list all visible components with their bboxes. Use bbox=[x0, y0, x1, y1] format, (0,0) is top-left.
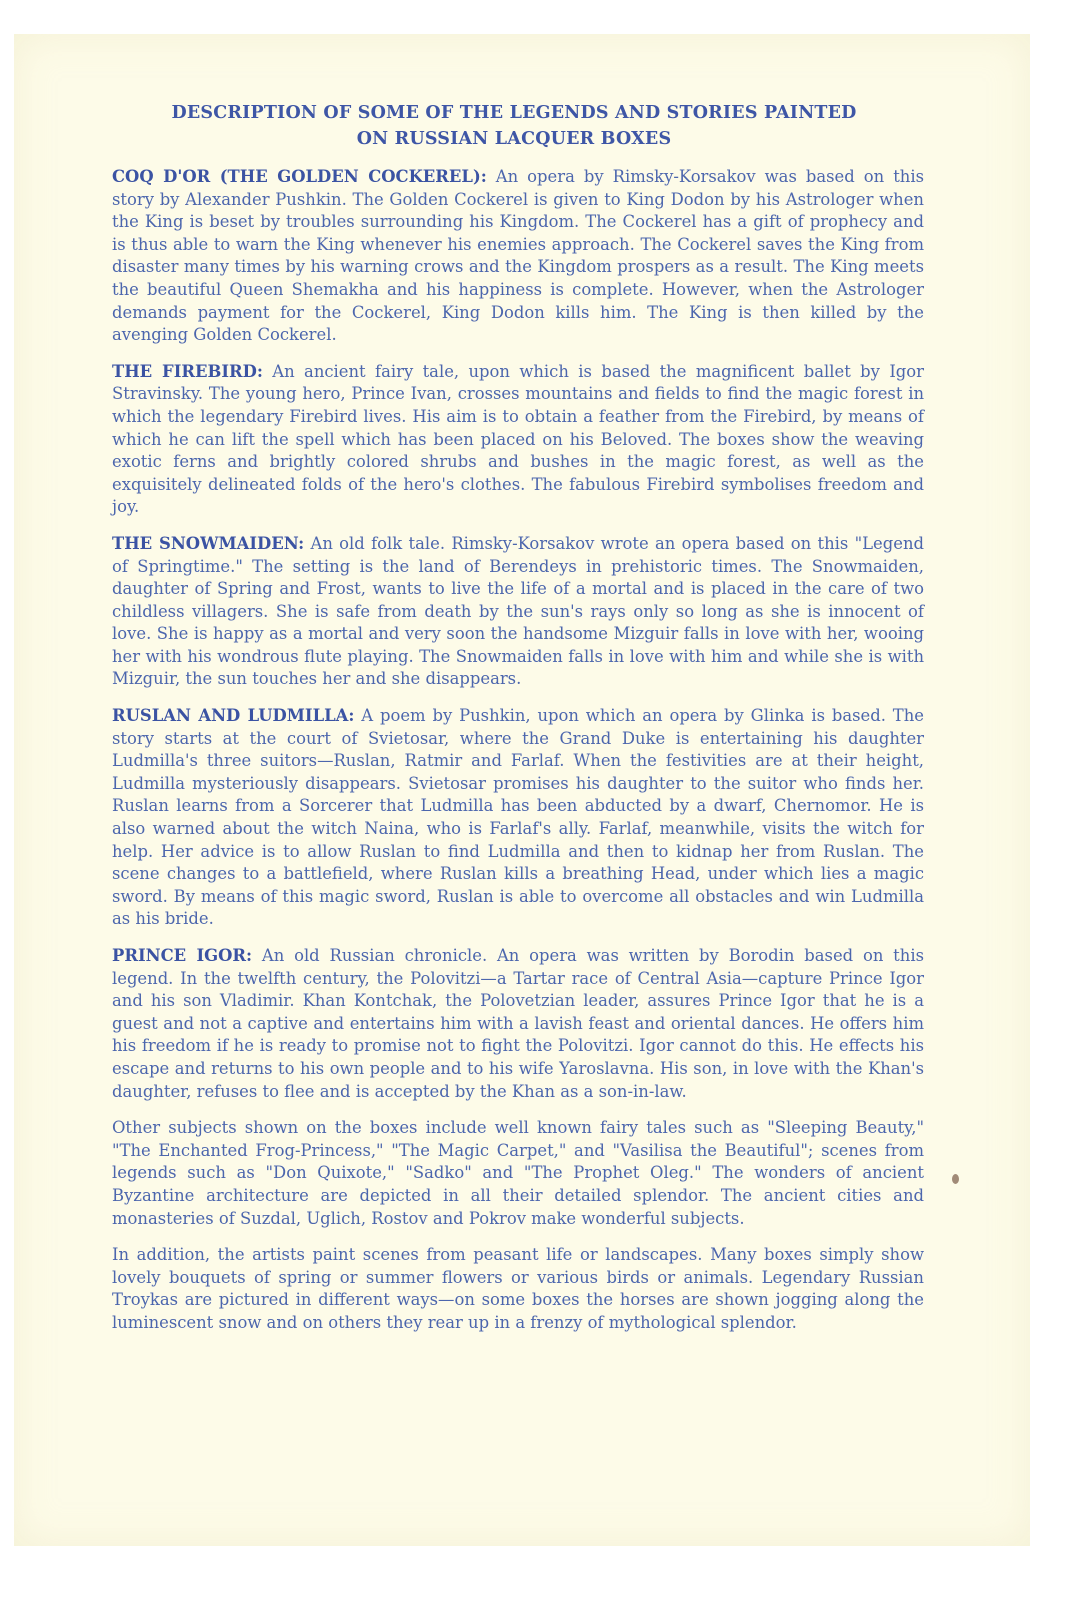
paragraph-snowmaiden bbox=[112, 533, 924, 691]
paragraph-in-addition bbox=[112, 1244, 924, 1334]
paragraph-heading: THE FIREBIRD: bbox=[112, 361, 263, 381]
paper-sheet bbox=[14, 34, 1030, 1546]
paragraph-heading: THE SNOWMAIDEN: bbox=[112, 533, 305, 553]
paragraph-other-subjects bbox=[112, 1117, 924, 1230]
paragraph-text: An old folk tale. Rimsky-Korsakov wrote an opera based on this "Legend of Springtime." The setting is the land of Berendeys in prehistoric times. The Snowmaiden, daughter of Spring and Frost, wants to live the life of a mortal and is placed in the care of two childless villagers. She is safe from death by the sun's rays only so long as she is innocent of love. She is happy as a mortal and very soon the handsome Mizguir falls in love with her, wooing her with his wondrous flute playing. The Snowmaiden falls in love with him and while she is with Mizguir, the sun touches her and she disappears. bbox=[112, 533, 924, 689]
paper-stain-mark bbox=[952, 1174, 959, 1184]
paragraph-text: An ancient fairy tale, upon which is based the magnificent ballet by Igor Stravinsky. The young hero, Prince Ivan, crosses mountains and fields to find the magic forest in which the legendary Firebird lives. His aim is to obtain a feather from the Firebird, by means of which he can lift the spell which has been placed on his Beloved. The boxes show the weaving exotic ferns and brightly colored shrubs and bushes in the magic forest, as well as the exquisitely delineated folds of the hero's clothes. The fabulous Firebird symbolises freedom and joy. bbox=[112, 361, 924, 517]
paragraph-text: An old Russian chronicle. An opera was written by Borodin based on this legend. In the twelfth century, the Polovitzi—a Tartar race of Central Asia—capture Prince Igor and his son Vladimir. Khan Kontchak, the Polovetzian leader, assures Prince Igor that he is a guest and not a captive and entertains him with a lavish feast and oriental dances. He offers him his freedom if he is ready to promise not to fight the Polovitzi. Igor cannot do this. He effects his escape and returns to his own people and to his wife Yaroslavna. His son, in love with the Khan's daughter, refuses to flee and is accepted by the Khan as a son-in-law. bbox=[112, 946, 924, 1101]
paragraph-text: Other subjects shown on the boxes include well known fairy tales such as "Sleeping Beauty," "The Enchanted Frog-Princess," "The Magic Carpet," and "Vasilisa the Beautiful"; scenes from legends such as "Don Quixote," "Sadko" and "The Prophet Oleg." The wonders of ancient Byzantine architecture are depicted in all their detailed splendor. The ancient cities and monasteries of Suzdal, Uglich, Rostov and Pokrov make wonderful subjects. bbox=[112, 1118, 924, 1228]
paragraph-coq-dor bbox=[112, 166, 924, 347]
paragraph-firebird bbox=[112, 361, 924, 519]
paragraph-heading: COQ D'OR (THE GOLDEN COCKEREL): bbox=[112, 167, 487, 186]
paragraph-prince-igor bbox=[112, 945, 924, 1103]
title-line-2: ON RUSSIAN LACQUER BOXES bbox=[356, 129, 672, 149]
document-title bbox=[114, 100, 914, 152]
paragraph-text: An opera by Rimsky-Korsakov was based on this story by Alexander Pushkin. The Golden Cockerel is given to King Dodon by his Astrologer when the King is beset by troubles surrounding his Kingdom. The Cockerel has a gift of prophecy and is thus able to warn the King whenever his enemies approach. The Cockerel saves the King from disaster many times by his warning crows and the Kingdom prospers as a result. The King meets the beautiful Queen Shemakha and his happiness is complete. However, when the Astrologer demands payment for the Cockerel, King Dodon kills him. The King is then killed by the avenging Golden Cockerel. bbox=[112, 167, 924, 345]
paragraph-text: A poem by Pushkin, upon which an opera by Glinka is based. The story starts at the court of Svietosar, where the Grand Duke is entertaining his daughter Ludmilla's three suitors—Ruslan, Ratmir and Farlaf. When the festivities are at their height, Ludmilla mysteriously disappears. Svietosar promises his daughter to the suitor who finds her. Ruslan learns from a Sorcerer that Ludmilla has been abducted by a dwarf, Chernomor. He is also warned about the witch Naina, who is Farlaf's ally. Farlaf, meanwhile, visits the witch for help. Her advice is to allow Ruslan to find Ludmilla and then to kidnap her from Ruslan. The scene changes to a battlefield, where Ruslan kills a breathing Head, under which lies a magic sword. By means of this magic sword, Ruslan is able to overcome all obstacles and win Ludmilla as his bride. bbox=[112, 706, 924, 929]
paragraph-heading: RUSLAN AND LUDMILLA: bbox=[112, 706, 355, 726]
document-body bbox=[112, 166, 924, 1349]
paragraph-ruslan-ludmilla bbox=[112, 705, 924, 931]
paragraph-heading: PRINCE IGOR: bbox=[112, 946, 253, 965]
paragraph-text: In addition, the artists paint scenes from peasant life or landscapes. Many boxes simply show lovely bouquets of spring or summer flowers or various birds or animals. Legendary Russian Troykas are pictured in different ways—on some boxes the horses are shown jogging along the luminescent snow and on others they rear up in a frenzy of mythological splendor. bbox=[112, 1245, 924, 1332]
title-line-1: DESCRIPTION OF SOME OF THE LEGENDS AND STORIES PAINTED bbox=[171, 103, 857, 123]
